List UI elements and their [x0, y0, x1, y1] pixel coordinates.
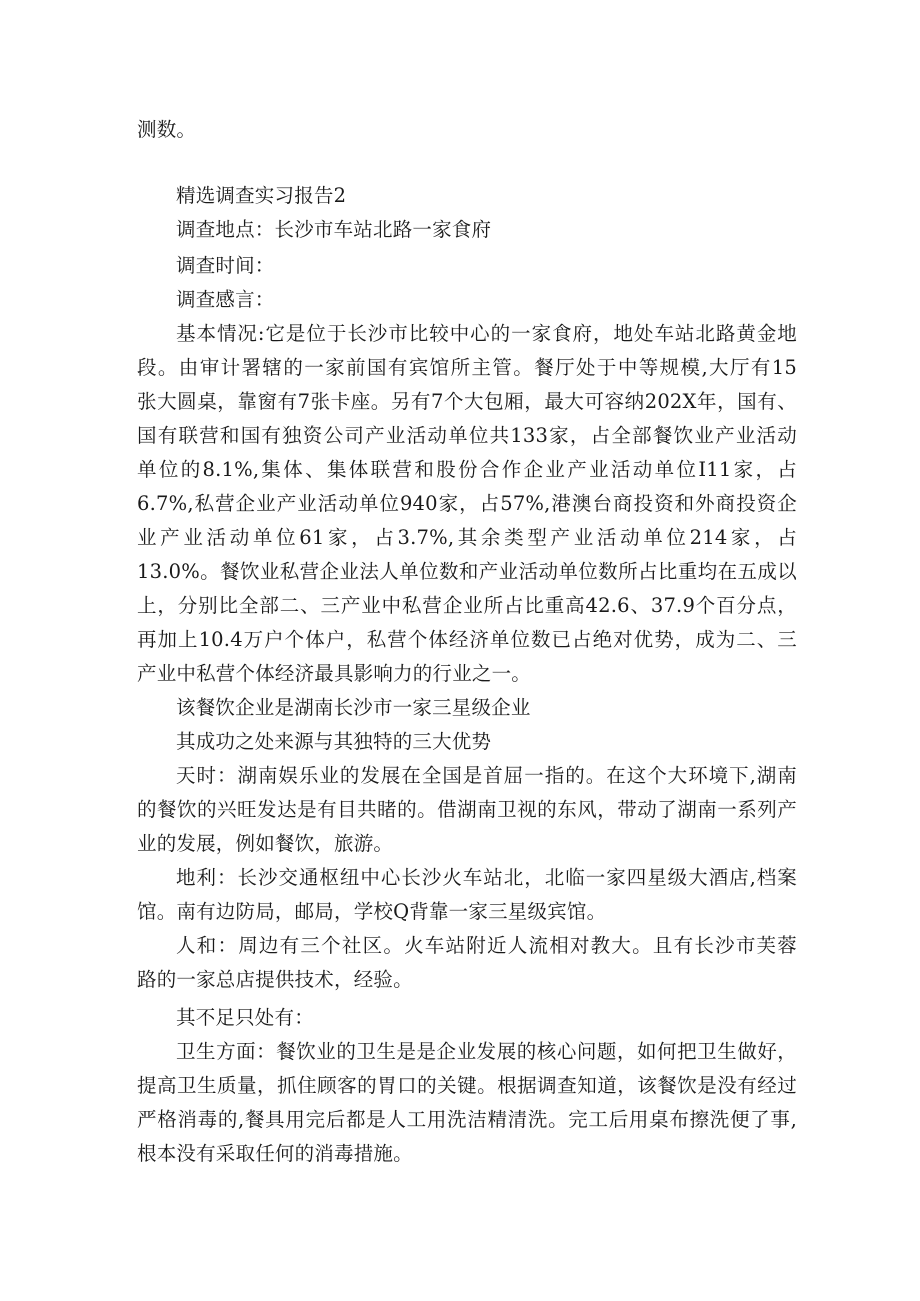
basic-situation-line: 产业中私营个体经济最具影响力的行业之一。: [137, 662, 532, 685]
location-line: 调查地点：长沙市车站北路一家食府: [176, 218, 492, 241]
renhe-line: 路的一家总店提供技术，经验。: [137, 968, 413, 991]
dili-line: 馆。南有边防局，邮局，学校Q背靠一家三星级宾馆。: [137, 900, 607, 923]
time-line: 调查时间：: [176, 254, 275, 277]
basic-situation-line: 基本情况:它是位于长沙市比较中心的一家食府，地处车站北路黄金地: [176, 322, 797, 345]
tianshi-line: 的餐饮的兴旺发达是有目共睹的。借湖南卫视的东风，带动了湖南一系列产: [137, 798, 797, 821]
dili-line: 地利：长沙交通枢纽中心长沙火车站北，北临一家四星级大酒店,档案: [176, 866, 797, 889]
three-star-line: 该餐饮企业是湖南长沙市一家三星级企业: [176, 696, 531, 719]
basic-situation-line: 再加上10.4万户个体户，私营个体经济单位数已占绝对优势，成为二、三: [137, 628, 797, 651]
basic-situation-line: 业产业活动单位61家，占3.7%,其余类型产业活动单位214家，占: [137, 526, 797, 549]
basic-situation-line: 单位的8.1%,集体、集体联营和股份合作企业产业活动单位I11家，占: [137, 458, 797, 481]
continuation-line: 测数。: [137, 118, 197, 141]
basic-situation-line: 国有联营和国有独资公司产业活动单位共133家，占全部餐饮业产业活动: [137, 424, 797, 447]
basic-situation-line: 段。由审计署辖的一家前国有宾馆所主管。餐厅处于中等规模,大厅有15: [137, 356, 797, 379]
hygiene-line: 根本没有采取任何的消毒措施。: [137, 1142, 413, 1165]
renhe-line: 人和：周边有三个社区。火车站附近人流相对教大。且有长沙市芙蓉: [176, 934, 797, 957]
basic-situation-line: 6.7%,私营企业产业活动单位940家，占57%,港澳台商投资和外商投资企: [137, 492, 797, 515]
hygiene-line: 卫生方面：餐饮业的卫生是是企业发展的核心问题，如何把卫生做好，: [176, 1040, 797, 1063]
feelings-line: 调查感言：: [176, 288, 275, 311]
advantages-intro: 其成功之处来源与其独特的三大优势: [176, 730, 492, 753]
basic-situation-line: 13.0%。餐饮业私营企业法人单位数和产业活动单位数所占比重均在五成以: [137, 560, 797, 583]
basic-situation-line: 上，分别比全部二、三产业中私营企业所占比重高42.6、37.9个百分点，: [137, 594, 797, 617]
tianshi-line: 天时：湖南娱乐业的发展在全国是首屈一指的。在这个大环境下,湖南: [176, 764, 797, 787]
section-title: 精选调查实习报告2: [176, 184, 347, 207]
shortcomings-intro: 其不足只处有：: [176, 1006, 314, 1029]
hygiene-line: 严格消毒的,餐具用完后都是人工用洗洁精清洗。完工后用桌布擦洗便了事,: [137, 1108, 797, 1131]
basic-situation-line: 张大圆桌，靠窗有7张卡座。另有7个大包厢，最大可容纳202X年，国有、: [137, 390, 797, 413]
hygiene-line: 提高卫生质量，抓住顾客的胃口的关键。根据调查知道，该餐饮是没有经过: [137, 1074, 797, 1097]
tianshi-line: 业的发展，例如餐饮，旅游。: [137, 832, 394, 855]
